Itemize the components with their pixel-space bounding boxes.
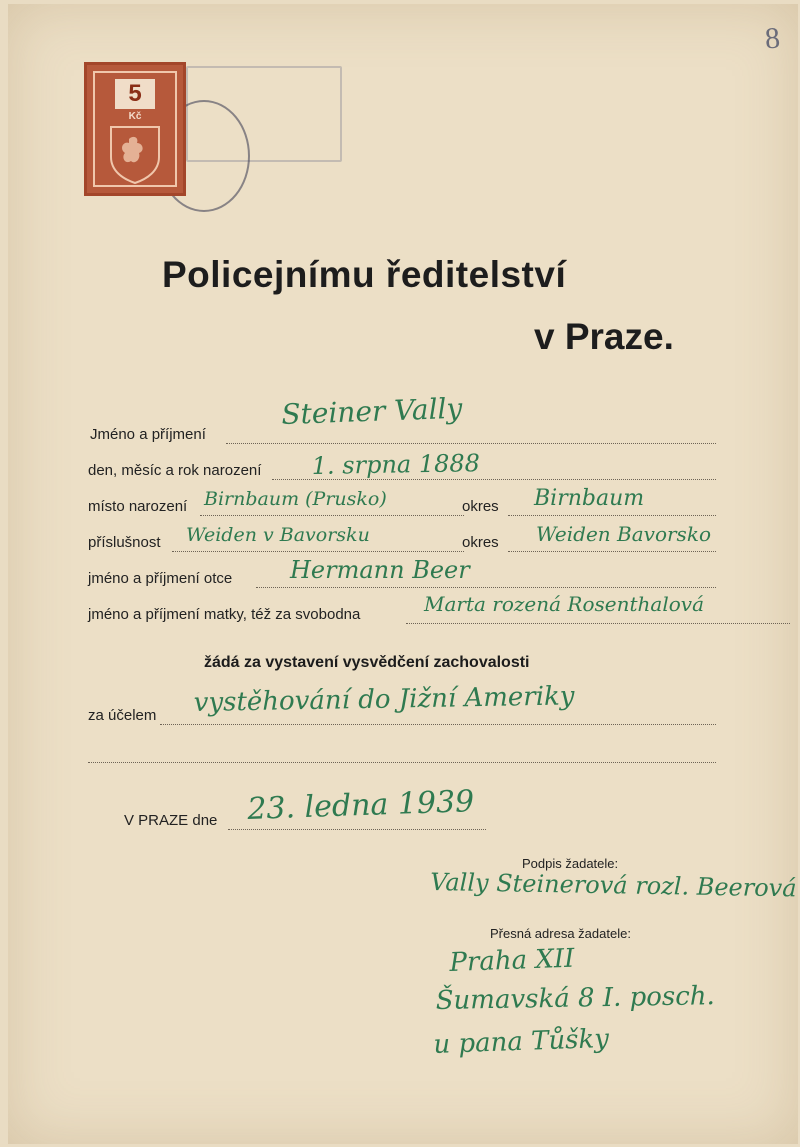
date-value[interactable]: 23. ledna 1939 bbox=[246, 784, 475, 827]
mother-name-value[interactable]: Marta rozená Rosenthalová bbox=[424, 592, 704, 616]
birthplace-district-value[interactable]: Birnbaum bbox=[534, 486, 645, 511]
father-name-label: jméno a příjmení otce bbox=[88, 570, 233, 587]
citizenship-district-value[interactable]: Weiden Bavorsko bbox=[536, 522, 711, 546]
citizenship-label: příslušnost bbox=[88, 534, 161, 551]
signature-label: Podpis žadatele: bbox=[522, 856, 619, 871]
birthplace-value[interactable]: Birnbaum (Prusko) bbox=[204, 488, 387, 510]
address-line-3[interactable]: u pana Tůšky bbox=[432, 1023, 610, 1060]
birthplace-district-line bbox=[508, 515, 716, 516]
name-line bbox=[226, 443, 716, 444]
revenue-stamp bbox=[84, 62, 186, 196]
purpose-label: za účelem bbox=[88, 707, 157, 724]
stamp-value: 5 bbox=[115, 79, 155, 109]
citizenship-district-line bbox=[508, 551, 716, 552]
citizenship-line bbox=[172, 551, 464, 552]
stamp-currency: Kč bbox=[128, 111, 142, 122]
birthplace-line bbox=[200, 515, 464, 516]
purpose-line bbox=[160, 724, 716, 725]
request-text: žádá za vystavení vysvědčení zachovalosti bbox=[204, 654, 530, 671]
date-line bbox=[228, 829, 486, 830]
citizenship-district-label: okres bbox=[462, 534, 499, 551]
addressee-city: v Praze. bbox=[534, 316, 674, 357]
birthplace-district-label: okres bbox=[462, 498, 499, 515]
coat-of-arms-icon bbox=[107, 123, 163, 185]
birthdate-value[interactable]: 1. srpna 1888 bbox=[311, 449, 481, 480]
birthdate-label: den, měsíc a rok narození bbox=[88, 462, 262, 479]
father-name-value[interactable]: Hermann Beer bbox=[290, 556, 470, 584]
name-value[interactable]: Steiner Vally bbox=[280, 391, 463, 431]
place-date-label: V PRAZE dne bbox=[124, 812, 218, 829]
father-name-line bbox=[256, 587, 716, 588]
citizenship-value[interactable]: Weiden v Bavorsku bbox=[186, 524, 370, 546]
signature-value[interactable]: Vally Steinerová rozl. Beerová bbox=[430, 868, 797, 903]
addressee-title: Policejnímu ředitelství bbox=[162, 254, 567, 295]
mother-name-label: jméno a příjmení matky, též za svobodna bbox=[88, 606, 361, 623]
name-label: Jméno a příjmení bbox=[90, 426, 206, 443]
page-number-mark: 8 bbox=[763, 21, 782, 56]
address-line-2[interactable]: Šumavská 8 I. posch. bbox=[435, 981, 716, 1016]
purpose-value[interactable]: vystěhování do Jižní Ameriky bbox=[193, 681, 575, 718]
birthplace-label: místo narození bbox=[88, 498, 188, 515]
purpose-line-2 bbox=[88, 762, 716, 763]
mother-name-line bbox=[406, 623, 790, 624]
address-line-1[interactable]: Praha XII bbox=[448, 943, 575, 978]
address-label: Přesná adresa žadatele: bbox=[490, 926, 631, 941]
